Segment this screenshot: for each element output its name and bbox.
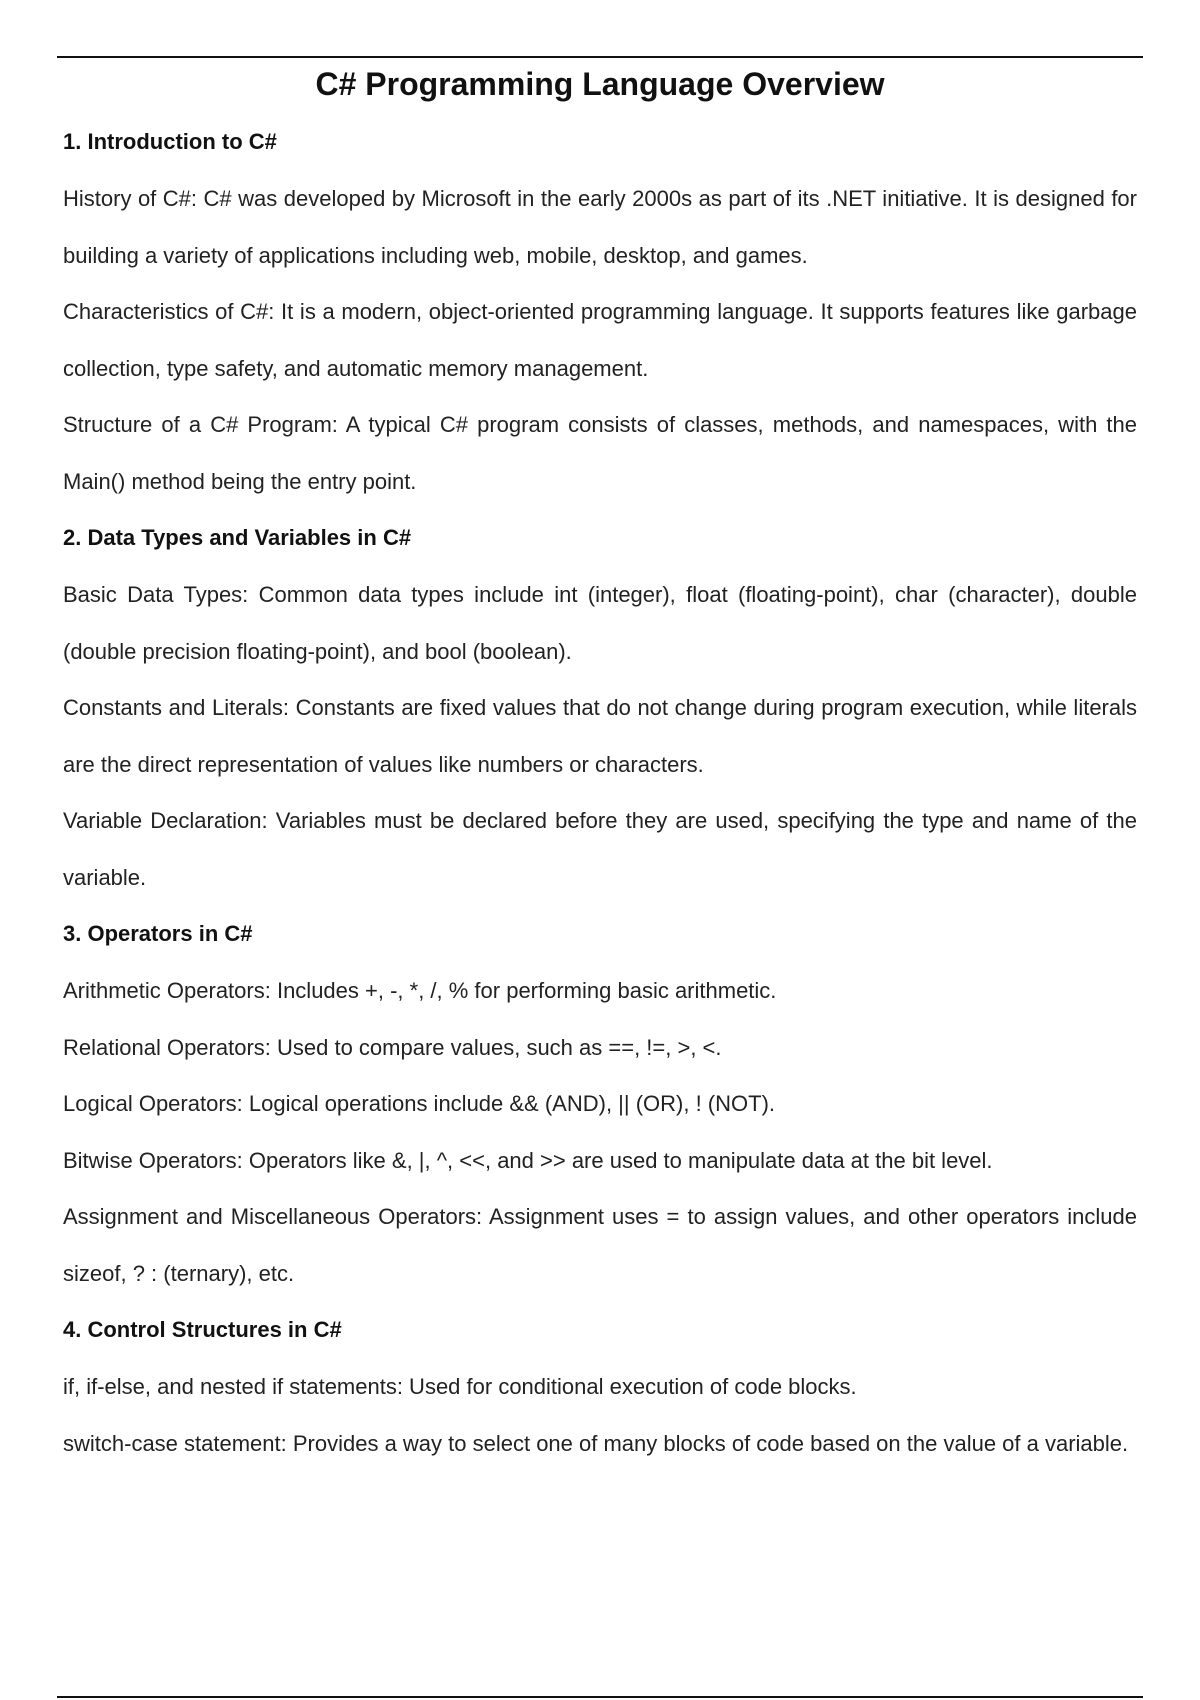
bottom-rule bbox=[57, 1696, 1143, 1698]
section-operators bbox=[63, 906, 1137, 1302]
top-rule bbox=[57, 56, 1143, 58]
section-heading: 1. Introduction to C# bbox=[63, 129, 277, 154]
section-heading: 4. Control Structures in C# bbox=[63, 1317, 342, 1342]
document-body bbox=[63, 114, 1137, 1472]
paragraph-variable-declaration: Variable Declaration: Variables must be declared before they are used, specifying the type and name of the variable. bbox=[63, 808, 1137, 890]
paragraph-relational-operators: Relational Operators: Used to compare values, such as ==, !=, >, <. bbox=[63, 1034, 722, 1060]
section-control-structures bbox=[63, 1302, 1137, 1472]
paragraph-constants-literals: Constants and Literals: Constants are fixed values that do not change during program execution, while literals are the direct representation of values like numbers or characters. bbox=[63, 695, 1137, 777]
paragraph-bitwise-operators: Bitwise Operators: Operators like &, |, ^, <<, and >> are used to manipulate data at the bit level. bbox=[63, 1147, 993, 1173]
paragraph-arithmetic-operators: Arithmetic Operators: Includes +, -, *, /, % for performing basic arithmetic. bbox=[63, 978, 777, 1003]
paragraph-logical-operators: Logical Operators: Logical operations include && (AND), || (OR), ! (NOT). bbox=[63, 1091, 776, 1116]
section-heading: 3. Operators in C# bbox=[63, 921, 253, 946]
paragraph-characteristics: Characteristics of C#: It is a modern, object-oriented programming language. It supports features like garbage collection, type safety, and automatic memory management. bbox=[63, 299, 1137, 381]
section-introduction bbox=[63, 114, 1137, 510]
paragraph-program-structure: Structure of a C# Program: A typical C# program consists of classes, methods, and namespaces, with the Main() method being the entry point. bbox=[63, 412, 1137, 494]
section-data-types bbox=[63, 510, 1137, 906]
section-heading: 2. Data Types and Variables in C# bbox=[63, 525, 412, 550]
paragraph-basic-data-types: Basic Data Types: Common data types include int (integer), float (floating-point), char (character), double (double precision floating-point), and bool (boolean). bbox=[63, 582, 1137, 664]
paragraph-history: History of C#: C# was developed by Microsoft in the early 2000s as part of its .NET initiative. It is designed for building a variety of applications including web, mobile, desktop, and games. bbox=[63, 186, 1137, 268]
paragraph-assignment-operators: Assignment and Miscellaneous Operators: Assignment uses = to assign values, and other operators include sizeof, ? : (ternary), etc. bbox=[63, 1204, 1137, 1286]
page-title: C# Programming Language Overview bbox=[315, 66, 885, 102]
paragraph-switch-case: switch-case statement: Provides a way to select one of many blocks of code based on the value of a variable. bbox=[63, 1430, 1129, 1456]
paragraph-if-statements: if, if-else, and nested if statements: Used for conditional execution of code blocks. bbox=[63, 1374, 857, 1399]
